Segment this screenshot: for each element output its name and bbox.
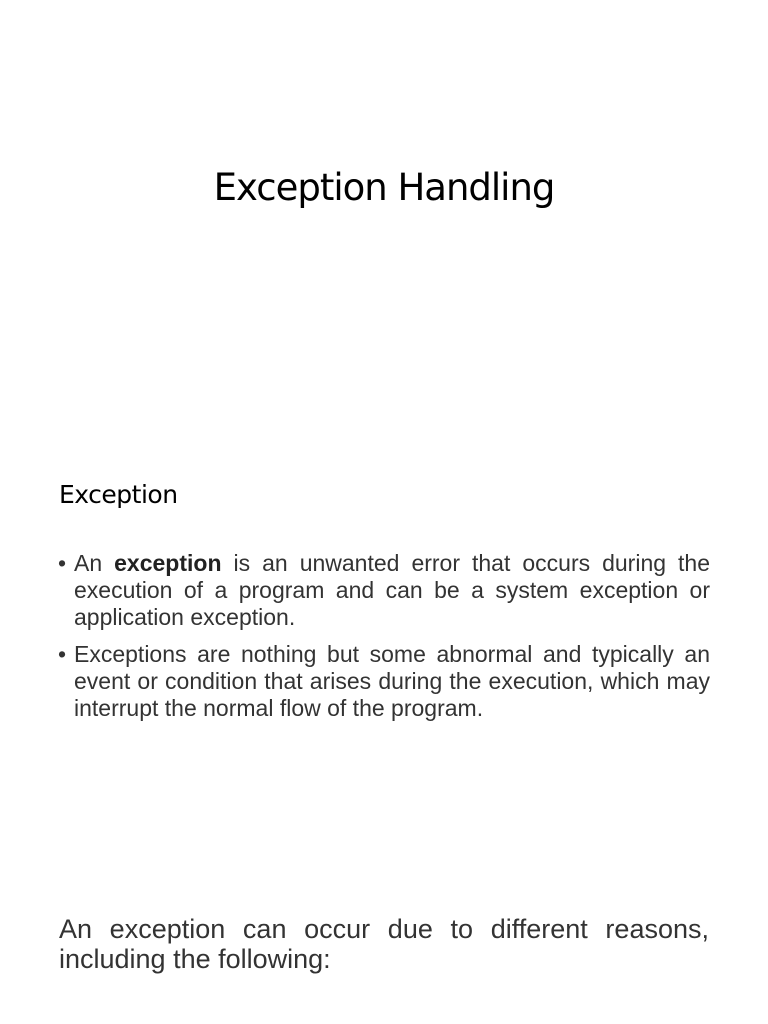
bullet-bold-term: exception: [114, 550, 222, 576]
slide-title: Exception Handling: [213, 166, 555, 209]
bullet-item-exception-definition: [58, 550, 710, 631]
bullet-text: Exceptions are nothing but some abnormal and typically an event or condition that arises during the execution, which may interrupt the normal flow of the program.: [74, 641, 710, 721]
bullet-item-exception-description: [58, 641, 710, 722]
bullet-dot-icon: •: [58, 550, 67, 576]
reasons-paragraph: An exception can occur due to different reasons, including the following:: [59, 914, 709, 974]
section-heading: Exception: [59, 480, 178, 509]
bullet-dot-icon: •: [58, 641, 67, 667]
bullet-prefix-text: An: [74, 550, 115, 576]
bullet-rest-text: is an unwanted error that occurs during the execution of a program and can be a system exception or application exception.: [74, 550, 711, 630]
bullet-list: [58, 550, 710, 732]
